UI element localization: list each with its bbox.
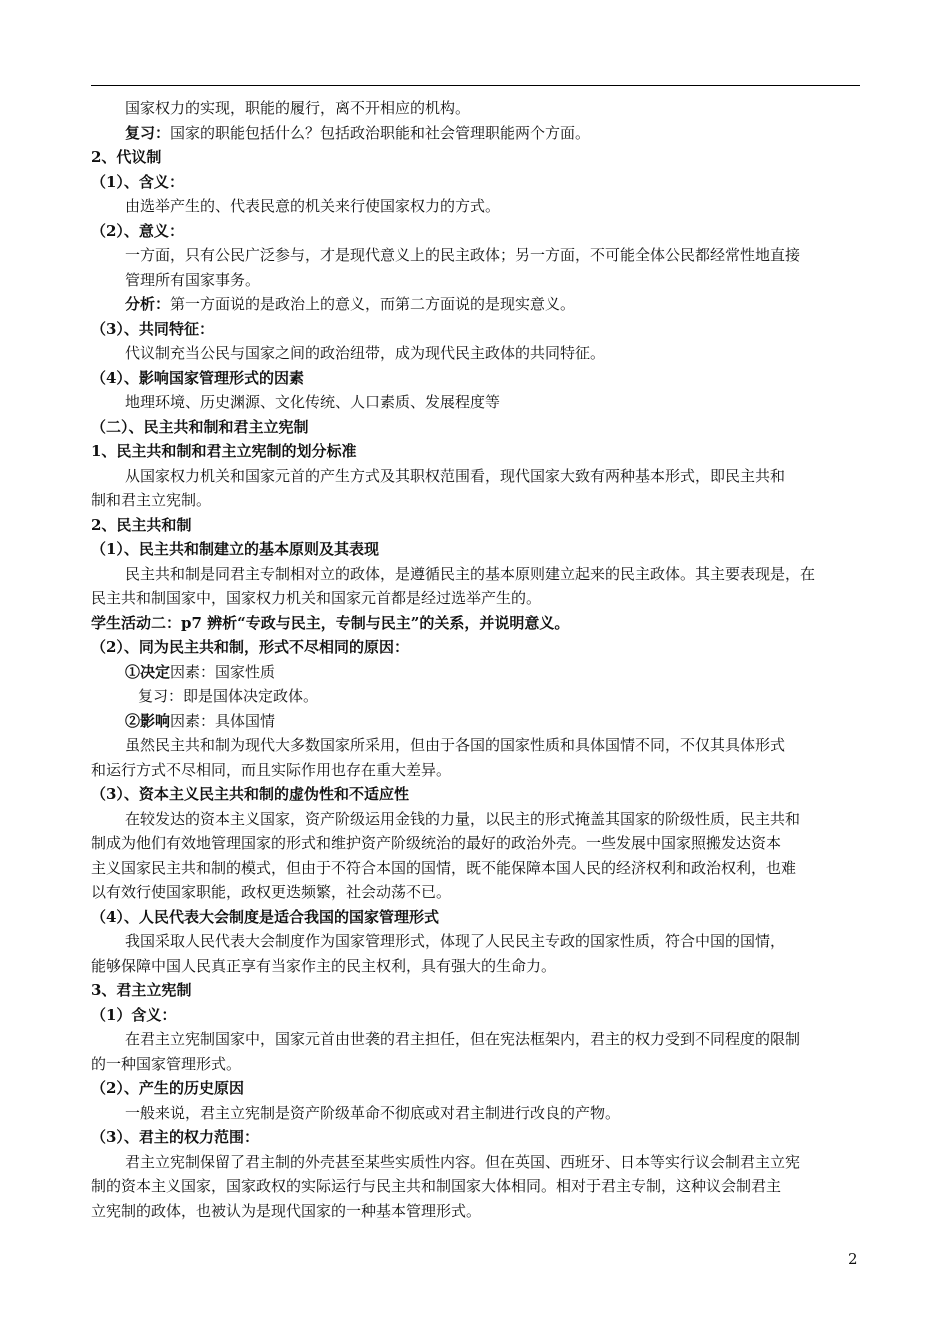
line-text: 一方面，只有公民广泛参与，才是现代意义上的民主政体；另一方面，不可能全体公民都经常性地直接 <box>125 246 801 264</box>
paragraph-line <box>91 758 860 783</box>
line-text: 虽然民主共和制为现代大多数国家所采用，但由于各国的国家性质和具体国情不同，不仅其具体形式 <box>125 736 786 754</box>
paragraph-line <box>91 464 860 489</box>
line-text: （1）、民主共和制建立的基本原则及其表现 <box>91 540 379 558</box>
line-text: 民主共和制是同君主专制相对立的政体，是遵循民主的基本原则建立起来的民主政体。其主要表现是，在 <box>125 564 816 583</box>
line-text: （二）、民主共和制和君主立宪制 <box>91 417 309 436</box>
section-heading <box>91 1076 860 1101</box>
section-heading <box>91 415 860 440</box>
paragraph-line <box>91 954 860 979</box>
document-body <box>91 96 860 1223</box>
paragraph-line <box>91 660 860 685</box>
line-text: 管理所有国家事务。 <box>125 270 261 289</box>
paragraph-line <box>91 684 860 709</box>
line-text: （1）含义： <box>91 1005 177 1024</box>
line-text: （3）、共同特征： <box>91 319 214 338</box>
section-heading <box>91 905 860 930</box>
line-text: 以有效行使国家职能，政权更迭频繁，社会动荡不已。 <box>91 883 452 901</box>
line-text: 君主立宪制保留了君主制的外壳甚至某些实质性内容。但在英国、西班牙、日本等实行议会制君主立宪 <box>125 1152 801 1171</box>
line-text: （2）、同为民主共和制，形式不尽相同的原因： <box>91 638 409 656</box>
line-text: 立宪制的政体，也被认为是现代国家的一种基本管理形式。 <box>91 1201 482 1220</box>
paragraph-line <box>91 488 860 513</box>
line-text: 地理环境、历史渊源、文化传统、人口素质、发展程度等 <box>125 393 501 411</box>
section-heading <box>91 219 860 244</box>
line-text: （3）、资本主义民主共和制的虚伪性和不适应性 <box>91 785 409 803</box>
line-text: 3、君主立宪制 <box>91 981 192 999</box>
bold-lead: 分析： <box>125 295 171 313</box>
paragraph-line <box>91 929 860 954</box>
paragraph-line <box>91 1199 860 1224</box>
bold-lead: ②影响 <box>125 711 171 730</box>
line-text: 2、民主共和制 <box>91 515 192 534</box>
line-text: 代议制充当公民与国家之间的政治纽带，成为现代民主政体的共同特征。 <box>125 344 606 362</box>
line-text: 复习：即是国体决定政体。 <box>138 687 319 705</box>
line-text: （4）、人民代表大会制度是适合我国的国家管理形式 <box>91 907 439 926</box>
paragraph-line <box>91 341 860 366</box>
section-heading <box>91 978 860 1003</box>
paragraph-line <box>91 1052 860 1077</box>
paragraph-line <box>91 880 860 905</box>
paragraph-line <box>91 733 860 758</box>
line-text: 国家权力的实现，职能的履行，离不开相应的机构。 <box>125 99 471 117</box>
bold-lead: 复习： <box>125 123 171 142</box>
line-text: （2）、意义： <box>91 221 184 240</box>
paragraph-line <box>91 1150 860 1175</box>
section-heading <box>91 611 860 636</box>
section-heading <box>91 1003 860 1028</box>
line-text: 能够保障中国人民真正享有当家作主的民主权利，具有强大的生命力。 <box>91 956 557 975</box>
line-text: 在君主立宪制国家中，国家元首由世袭的君主担任，但在宪法框架内，君主的权力受到不同程度的限制 <box>125 1030 801 1048</box>
paragraph-line <box>91 96 860 121</box>
line-text: （2）、产生的历史原因 <box>91 1079 244 1097</box>
section-heading <box>91 170 860 195</box>
paragraph-line <box>91 194 860 219</box>
paragraph-line <box>91 1027 860 1052</box>
line-text: 因素：国家性质 <box>170 662 276 681</box>
section-heading <box>91 439 860 464</box>
paragraph-line <box>91 709 860 734</box>
line-text: 因素：具体国情 <box>170 711 276 730</box>
line-text: 2、代议制 <box>91 148 162 166</box>
paragraph-line <box>91 807 860 832</box>
bold-lead: ①决定 <box>125 662 171 681</box>
header-rule <box>91 85 860 86</box>
line-text: 由选举产生的、代表民意的机关来行使国家权力的方式。 <box>125 197 501 215</box>
line-text: 1、民主共和制和君主立宪制的划分标准 <box>91 442 357 460</box>
line-text: 学生活动二：p7 辨析“专政与民主，专制与民主”的关系，并说明意义。 <box>91 613 570 632</box>
section-heading <box>91 317 860 342</box>
line-text: 我国采取人民代表大会制度作为国家管理形式，体现了人民民主专政的国家性质，符合中国的国情， <box>125 932 786 950</box>
line-text: 一般来说，君主立宪制是资产阶级革命不彻底或对君主制进行改良的产物。 <box>125 1103 621 1122</box>
line-text: 在较发达的资本主义国家，资产阶级运用金钱的力量，以民主的形式掩盖其国家的阶级性质，民主共和 <box>125 809 801 828</box>
section-heading <box>91 635 860 660</box>
paragraph-line <box>91 1174 860 1199</box>
line-text: 制和君主立宪制。 <box>91 491 212 509</box>
section-heading <box>91 513 860 538</box>
section-heading <box>91 1125 860 1150</box>
line-text: （1）、含义： <box>91 172 184 191</box>
paragraph-line <box>91 121 860 146</box>
paragraph-line <box>91 856 860 881</box>
line-text: 的一种国家管理形式。 <box>91 1054 242 1073</box>
paragraph-line <box>91 243 860 268</box>
section-heading <box>91 782 860 807</box>
line-text: 制的资本主义国家，国家政权的实际运行与民主共和制国家大体相同。相对于君主专制，这种议会制君主 <box>91 1177 782 1195</box>
line-text: 民主共和制国家中，国家权力机关和国家元首都是经过选举产生的。 <box>91 589 542 607</box>
line-text: 和运行方式不尽相同，而且实际作用也存在重大差异。 <box>91 760 452 779</box>
line-text: 第一方面说的是政治上的意义，而第二方面说的是现实意义。 <box>170 295 576 313</box>
line-text: （4）、影响国家管理形式的因素 <box>91 368 304 387</box>
page-number: 2 <box>848 1250 858 1268</box>
paragraph-line <box>91 831 860 856</box>
paragraph-line <box>91 586 860 611</box>
line-text: 主义国家民主共和制的模式，但由于不符合本国的国情，既不能保障本国人民的经济权利和政治权利，也难 <box>91 858 797 877</box>
line-text: （3）、君主的权力范围： <box>91 1128 259 1146</box>
line-text: 制成为他们有效地管理国家的形式和维护资产阶级统治的最好的政治外壳。一些发展中国家照搬发达资本 <box>91 834 782 852</box>
paragraph-line <box>91 390 860 415</box>
paragraph-line <box>91 268 860 293</box>
section-heading <box>91 366 860 391</box>
paragraph-line <box>91 292 860 317</box>
line-text: 国家的职能包括什么？包括政治职能和社会管理职能两个方面。 <box>170 123 591 142</box>
paragraph-line <box>91 562 860 587</box>
section-heading <box>91 145 860 170</box>
section-heading <box>91 537 860 562</box>
paragraph-line <box>91 1101 860 1126</box>
line-text: 从国家权力机关和国家元首的产生方式及其职权范围看，现代国家大致有两种基本形式，即民主共和 <box>125 466 786 485</box>
